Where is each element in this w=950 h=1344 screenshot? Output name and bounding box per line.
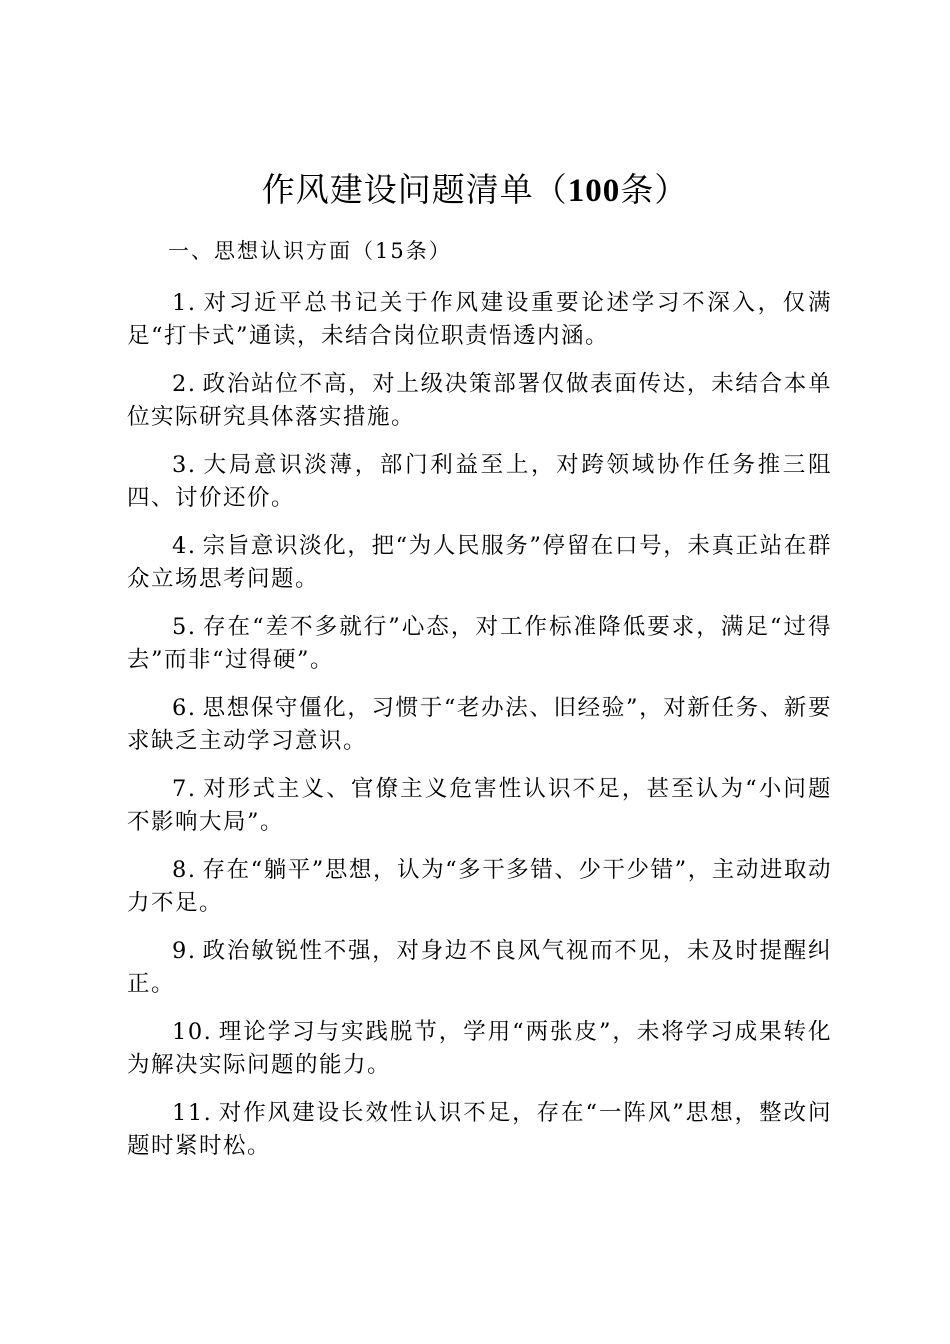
page-title [0,166,950,215]
item-number: 7. [172,776,197,802]
section-heading: 一、思想认识方面（15条） [168,239,452,263]
list-item [127,530,832,596]
item-text: 思想保守僵化，习惯于“老办法、旧经验”，对新任务、新要求缺乏主动学习意识。 [127,695,832,754]
issue-list [127,287,832,1178]
item-number: 9. [172,938,197,964]
item-text: 政治敏锐性不强，对身边不良风气视而不见，未及时提醒纠正。 [127,938,832,997]
item-number: 2. [172,371,197,397]
list-item [127,692,832,758]
item-text: 大局意识淡薄，部门利益至上，对跨领域协作任务推三阻四、讨价还价。 [127,452,832,511]
list-item [127,449,832,515]
item-number: 10. [172,1019,213,1045]
item-number: 8. [172,857,197,883]
item-number: 5. [172,614,197,640]
item-number: 1. [172,290,197,316]
item-number: 4. [172,533,197,559]
item-text: 存在“差不多就行”心态，对工作标准降低要求，满足“过得去”而非“过得硬”。 [127,614,832,673]
title-number: 100 [567,173,621,209]
list-item [127,854,832,920]
list-item [127,935,832,1001]
title-suffix: 条） [620,170,689,209]
list-item [127,1097,832,1163]
list-item [127,368,832,434]
list-item [127,1016,832,1082]
list-item [127,611,832,677]
item-text: 对习近平总书记关于作风建设重要论述学习不深入，仅满足“打卡式”通读，未结合岗位职责悟透内涵。 [127,290,832,349]
item-text: 理论学习与实践脱节，学用“两张皮”，未将学习成果转化为解决实际问题的能力。 [127,1019,832,1078]
title-text: 作风建设问题清单（ [261,170,568,209]
item-text: 宗旨意识淡化，把“为人民服务”停留在口号，未真正站在群众立场思考问题。 [127,533,832,592]
list-item [127,287,832,353]
item-text: 对形式主义、官僚主义危害性认识不足，甚至认为“小问题不影响大局”。 [127,776,832,835]
item-text: 存在“躺平”思想，认为“多干多错、少干少错”，主动进取动力不足。 [127,857,832,916]
item-number: 11. [172,1100,213,1126]
item-text: 对作风建设长效性认识不足，存在“一阵风”思想，整改问题时紧时松。 [127,1100,832,1159]
item-number: 6. [172,695,197,721]
list-item [127,773,832,839]
item-number: 3. [172,452,197,478]
item-text: 政治站位不高，对上级决策部署仅做表面传达，未结合本单位实际研究具体落实措施。 [127,371,832,430]
